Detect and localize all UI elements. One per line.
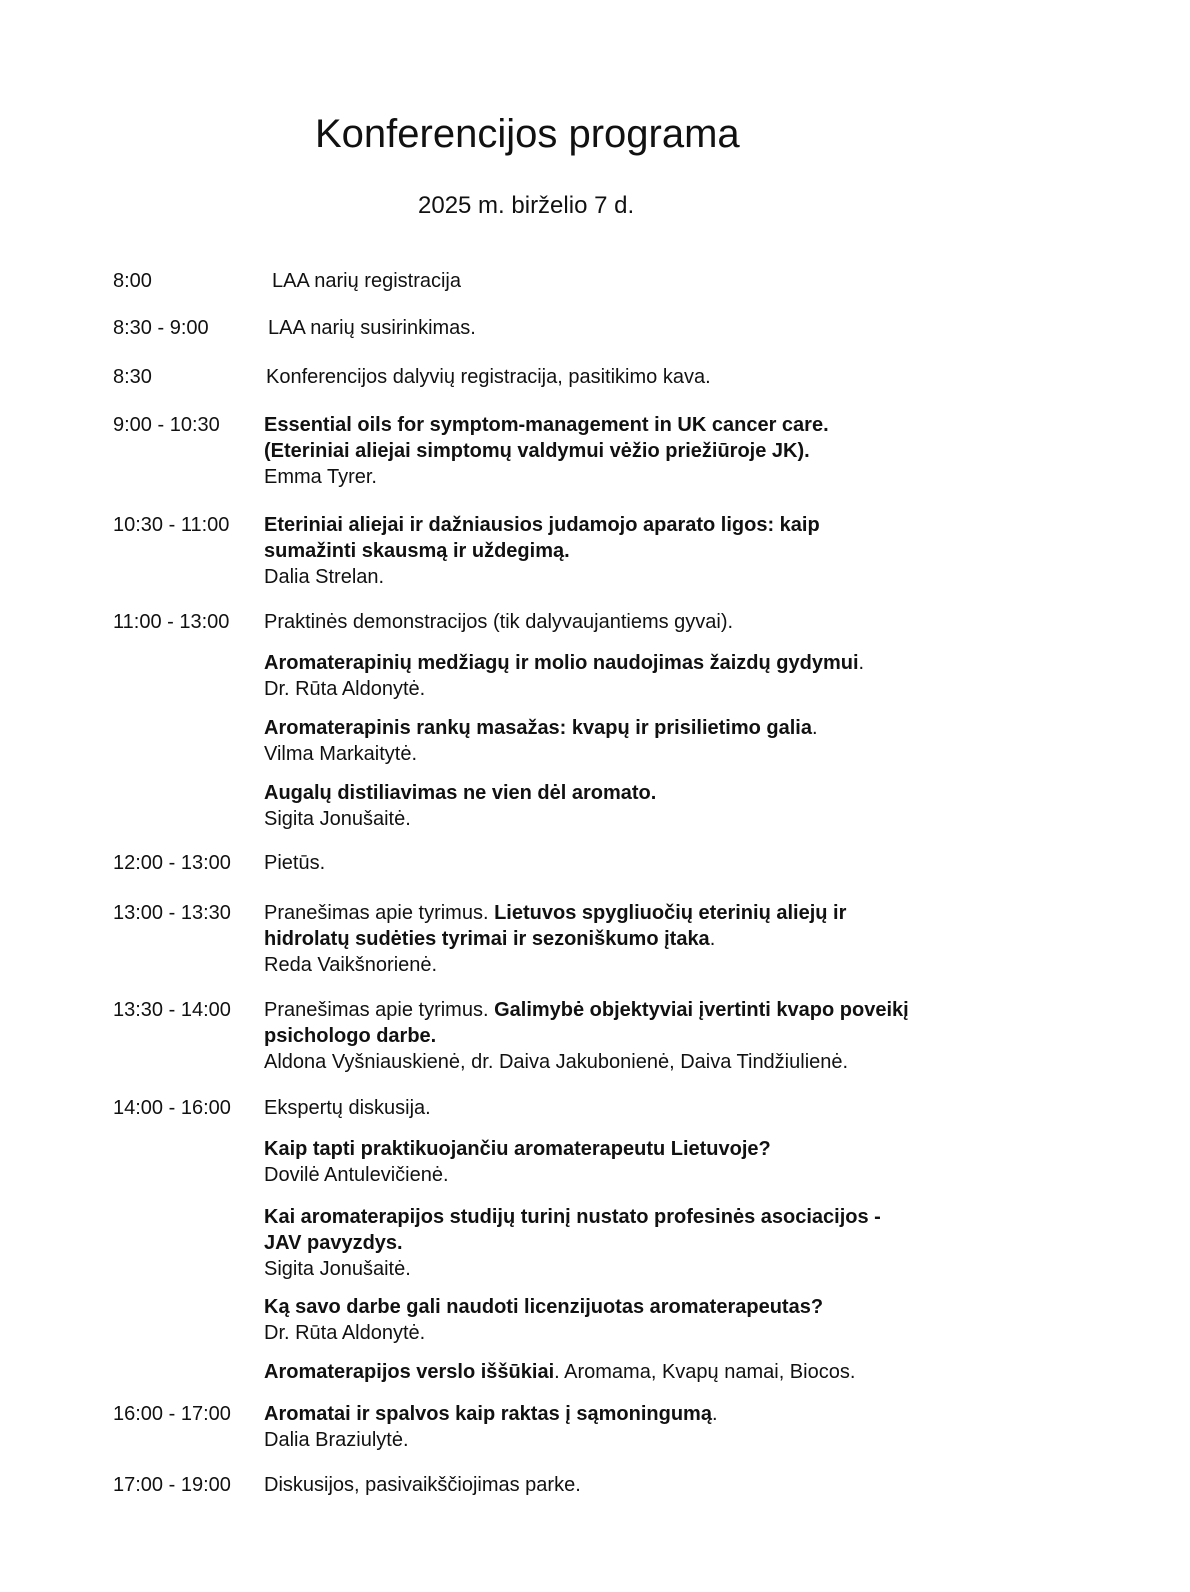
title-tail: . (709, 928, 716, 950)
talk-title: psichologo darbe. (264, 1025, 437, 1047)
schedule-content (264, 997, 909, 1075)
talk-title: Kaip tapti praktikuojančiu aromaterapeutu Lietuvoje? (264, 1138, 771, 1160)
speaker-name: Dr. Rūta Aldonytė. (264, 678, 426, 700)
talk-title: Eteriniai aliejai ir dažniausios judamojo aparato ligos: kaip (264, 514, 820, 536)
talk-title: Aromatai ir spalvos kaip raktas į sąmoningumą (264, 1403, 712, 1425)
page-title: Konferencijos programa (315, 112, 740, 156)
schedule-time: 11:00 - 13:00 (113, 611, 230, 633)
sub-session (264, 715, 1114, 767)
schedule-time: 10:30 - 11:00 (113, 514, 230, 536)
talk-title: Aromaterapinis rankų masažas: kvapų ir prisilietimo galia (264, 717, 812, 739)
schedule-time: 13:00 - 13:30 (113, 902, 231, 924)
schedule-time: 9:00 - 10:30 (113, 414, 220, 436)
talk-title: Galimybė objektyviai įvertinti kvapo poveikį (494, 999, 909, 1021)
speaker-name: Dr. Rūta Aldonytė. (264, 1322, 426, 1344)
speaker-name: Sigita Jonušaitė. (264, 1258, 411, 1280)
schedule-time: 14:00 - 16:00 (113, 1097, 231, 1119)
sub-session (264, 1359, 1114, 1385)
schedule-content (264, 900, 846, 978)
schedule-time: 8:30 (113, 366, 152, 388)
speaker-name: Emma Tyrer. (264, 466, 377, 488)
schedule-time: 12:00 - 13:00 (113, 852, 231, 874)
schedule-time: 8:30 - 9:00 (113, 317, 209, 339)
talk-title: Aromaterapinių medžiagų ir molio naudojimas žaizdų gydymui (264, 652, 859, 674)
sub-session (264, 1294, 1114, 1346)
schedule-time: 16:00 - 17:00 (113, 1403, 231, 1425)
schedule-text: Praktinės demonstracijos (tik dalyvaujantiems gyvai). (264, 611, 734, 633)
talk-lead: Pranešimas apie tyrimus. (264, 999, 495, 1021)
talk-title: Augalų distiliavimas ne vien dėl aromato. (264, 782, 657, 804)
speaker-name: Vilma Markaitytė. (264, 743, 418, 765)
speaker-name: Reda Vaikšnorienė. (264, 954, 438, 976)
talk-title: JAV pavyzdys. (264, 1232, 403, 1254)
speaker-name: Dalia Braziulytė. (264, 1429, 409, 1451)
talk-lead: Pranešimas apie tyrimus. (264, 902, 495, 924)
speaker-name: Aldona Vyšniauskienė, dr. Daiva Jakubonienė, Daiva Tindžiulienė. (264, 1051, 849, 1073)
title-tail: . (858, 652, 865, 674)
speaker-name: Dalia Strelan. (264, 566, 385, 588)
sub-session (264, 1204, 1114, 1282)
talk-title: Lietuvos spygliuočių eterinių aliejų ir (494, 902, 847, 924)
sub-session (264, 1136, 1114, 1188)
talk-title: Kai aromaterapijos studijų turinį nustato profesinės asociacijos - (264, 1206, 881, 1228)
talk-title: (Eteriniai aliejai simptomų valdymui vėžio priežiūroje JK). (264, 440, 810, 462)
talk-title: sumažinti skausmą ir uždegimą. (264, 540, 570, 562)
schedule-time: 13:30 - 14:00 (113, 999, 231, 1021)
talk-title: Ką savo darbe gali naudoti licenzijuotas aromaterapeutas? (264, 1296, 824, 1318)
title-tail: . Aromama, Kvapų namai, Biocos. (554, 1361, 856, 1383)
conference-date: 2025 m. birželio 7 d. (418, 192, 635, 219)
schedule-content (264, 1401, 718, 1453)
speaker-name: Sigita Jonušaitė. (264, 808, 411, 830)
schedule-text: Diskusijos, pasivaikščiojimas parke. (264, 1474, 581, 1496)
schedule-text: LAA narių susirinkimas. (268, 317, 476, 339)
sub-session (264, 650, 1114, 702)
schedule-text: LAA narių registracija (272, 270, 461, 292)
schedule-text: Ekspertų diskusija. (264, 1097, 431, 1119)
schedule-time: 8:00 (113, 270, 152, 292)
speaker-name: Dovilė Antulevičienė. (264, 1164, 449, 1186)
schedule-time: 17:00 - 19:00 (113, 1474, 231, 1496)
schedule-content (264, 512, 820, 590)
sub-session (264, 780, 1114, 832)
talk-title: Aromaterapijos verslo iššūkiai (264, 1361, 555, 1383)
talk-title: Essential oils for symptom-management in UK cancer care. (264, 414, 829, 436)
talk-title: hidrolatų sudėties tyrimai ir sezoniškumo įtaka (264, 928, 710, 950)
schedule-text: Konferencijos dalyvių registracija, pasitikimo kava. (266, 366, 711, 388)
title-tail: . (811, 717, 818, 739)
title-tail: . (711, 1403, 718, 1425)
schedule-text: Pietūs. (264, 852, 326, 874)
schedule-content (264, 412, 829, 490)
